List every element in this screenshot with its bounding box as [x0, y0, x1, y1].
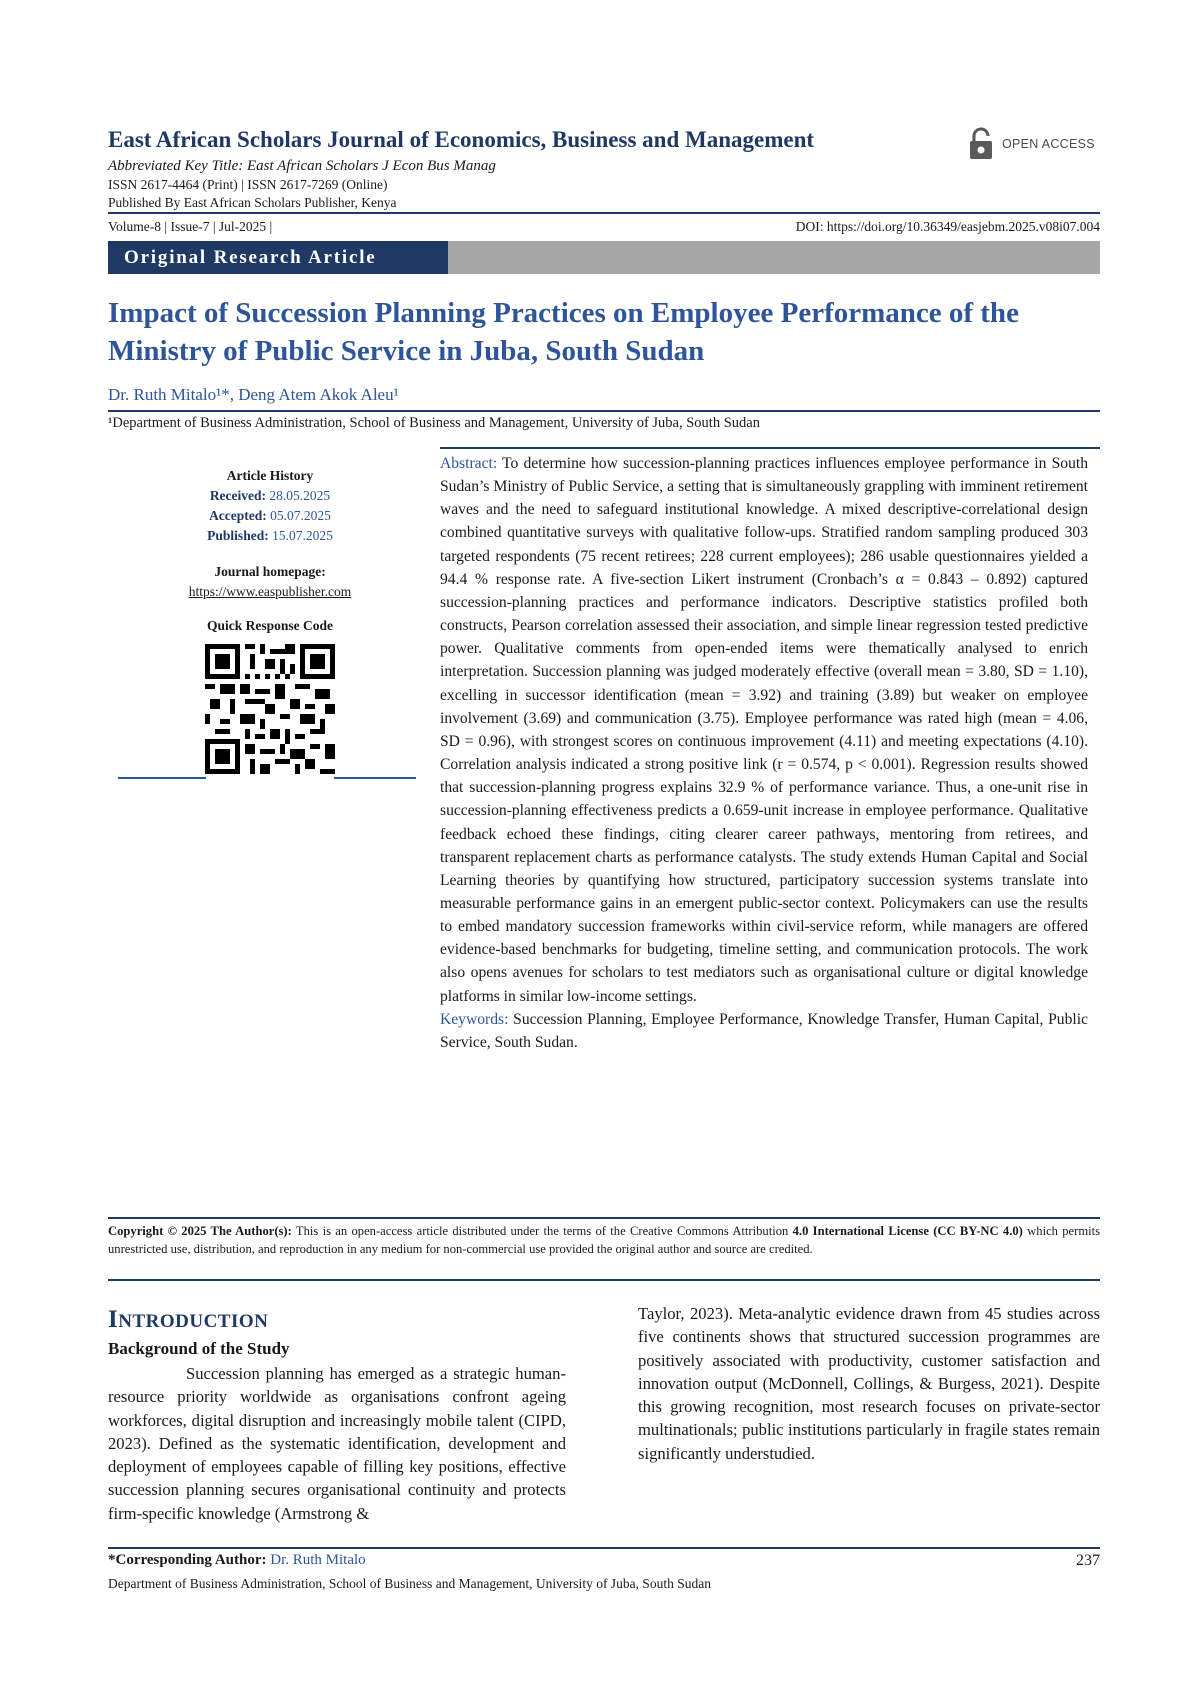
publisher-line: Published By East African Scholars Publisher, Kenya	[108, 195, 397, 210]
author-divider	[108, 410, 1100, 412]
corresponding-author	[108, 1552, 366, 1569]
copyright-notice	[108, 1222, 1100, 1258]
copyright-text-b: which permits unrestricted use, distribution, and reproduction in any medium for non-commercial use provided the original author and source are credited.	[108, 1224, 1101, 1256]
introduction-heading: INTRODUCTION	[108, 1306, 269, 1333]
abstract-label: Abstract:	[440, 455, 498, 472]
doi-link[interactable]: DOI: https://doi.org/10.36349/easjebm.2025.v08i07.004	[795, 219, 1100, 234]
page-number: 237	[1076, 1552, 1100, 1569]
license-name: 4.0 International License (CC BY-NC 4.0)	[792, 1224, 1023, 1238]
copyright-lead: Copyright © 2025 The Author(s):	[108, 1224, 292, 1238]
qr-underline-left	[118, 777, 206, 779]
corr-name: Dr. Ruth Mitalo	[270, 1552, 366, 1568]
footer-divider	[108, 1547, 1100, 1549]
accepted-date: Accepted: 05.07.2025	[209, 508, 331, 523]
corr-label: *Corresponding Author:	[108, 1552, 267, 1568]
key-title: Abbreviated Key Title: East African Scholars J Econ Bus Manag	[108, 158, 496, 174]
intro-right-column	[638, 1302, 1100, 1465]
copyright-bottom-divider	[108, 1279, 1100, 1281]
article-history	[120, 466, 420, 774]
copyright-top-divider	[108, 1217, 1100, 1219]
qr-underline-right	[334, 777, 416, 779]
authors: Dr. Ruth Mitalo¹*, Deng Atem Akok Aleu¹	[108, 385, 399, 404]
abstract-top-divider	[440, 447, 1100, 449]
background-subheading: Background of the Study	[108, 1339, 290, 1358]
keywords-label: Keywords:	[440, 1010, 509, 1028]
open-access-lock-icon	[968, 127, 994, 161]
abstract	[440, 452, 1088, 1054]
qr-code[interactable]	[205, 644, 335, 774]
article-title: Impact of Succession Planning Practices on Employee Performance of the Ministry of Public Service in Juba, South Sudan	[108, 297, 1019, 367]
open-access-badge	[968, 127, 1095, 161]
article-type-label: Original Research Article	[108, 241, 448, 274]
keywords-text: Succession Planning, Employee Performance, Knowledge Transfer, Human Capital, Public Service, South Sudan.	[440, 1010, 1088, 1051]
abstract-text: To determine how succession-planning practices influences employee performance in South Sudan’s Ministry of Public Service, a setting that is simultaneously grappling with imminent retirement waves and the need to safeguard institutional knowledge. A mixed descriptive-correlational design combined quantitative surveys with qualitative follow-ups. Stratified random sampling produced 303 targeted respondents (75 recent retirees; 228 current employees); 286 usable questionnaires yielded a 94.4 % response rate. A five-section Likert instrument (Cronbach’s α = 0.843 – 0.892) captured succession-planning practices and performance indicators. Descriptive statistics profiled both constructs, Pearson correlation assessed their association, and simple linear regression tested predictive power. Qualitative comments from open-ended items were thematically analysed to enrich interpretation. Succession planning was judged moderately effective (overall mean = 3.80, SD = 1.10), excelling in successor identification (mean = 3.92) and training (3.89) but weaker on employee involvement (3.69) and communication (3.75). Employee performance was rated high (mean = 4.06, SD = 0.96), with strongest scores on continuous improvement (4.11) and meeting expectations (4.10). Correlation analysis indicated a strong positive link (r = 0.574, p < 0.001). Regression results showed that succession-planning progress explains 32.9 % of performance variance. Thus, a one-unit rise in succession-planning effectiveness predicts a 0.659-unit increase in employee performance. Qualitative feedback echoed these findings, citing clearer career pathways, mentoring from retirees, and transparent replacement charts as performance catalysts. The study extends Human Capital and Social Learning theories by quantifying how structured, participatory succession systems translate into measurable performance gains in an emergent public-sector context. Policymakers can use the results to embed mandatory succession frameworks within civil-service reform, while managers are offered evidence-based benchmarks for budgeting, timeline setting, and communication protocols. The work also opens avenues for scholars to test mediators such as organisational culture or digital knowledge platforms in similar low-income settings.	[440, 455, 1088, 1005]
published-date: Published: 15.07.2025	[207, 528, 333, 543]
issn-line: ISSN 2617-4464 (Print) | ISSN 2617-7269 (Online)	[108, 177, 388, 192]
received-date: Received: 28.05.2025	[209, 488, 331, 503]
volume-issue: Volume-8 | Issue-7 | Jul-2025 |	[108, 219, 273, 234]
qr-label: Quick Response Code	[206, 618, 333, 633]
affiliation: ¹Department of Business Administration, School of Business and Management, University of Juba, South Sudan	[108, 415, 760, 431]
homepage-link[interactable]: https://www.easpublisher.com	[188, 584, 352, 599]
homepage-label: Journal homepage:	[214, 564, 326, 579]
history-heading: Article History	[226, 468, 314, 483]
open-access-label: OPEN ACCESS	[1002, 137, 1095, 151]
journal-title: East African Scholars Journal of Economics, Business and Management	[108, 127, 815, 152]
intro-left-column	[108, 1362, 566, 1525]
footer-department: Department of Business Administration, School of Business and Management, University of Juba, South Sudan	[108, 1576, 711, 1591]
article-type-banner	[108, 241, 1100, 274]
header-divider	[108, 212, 1100, 214]
intro-paragraph-left: Succession planning has emerged as a strategic human-resource priority worldwide as organisations confront ageing workforces, digital disruption and increasingly mobile talent (CIPD, 2023). Defined as the systematic identification, development and deployment of employees capable of filling key positions, effective succession planning secures organisational continuity and protects firm-specific knowledge (Armstrong &	[108, 1364, 566, 1523]
intro-paragraph-right: Taylor, 2023). Meta-analytic evidence drawn from 45 studies across five continents shows that structured succession programmes are positively associated with productivity, customer satisfaction and innovation output (McDonnell, Collings, & Burgess, 2021). Despite this growing recognition, most research focuses on private-sector multinationals; public institutions particularly in fragile states remain significantly understudied.	[638, 1304, 1100, 1463]
copyright-text-a: This is an open-access article distributed under the terms of the Creative Commons Attribution	[295, 1224, 789, 1238]
